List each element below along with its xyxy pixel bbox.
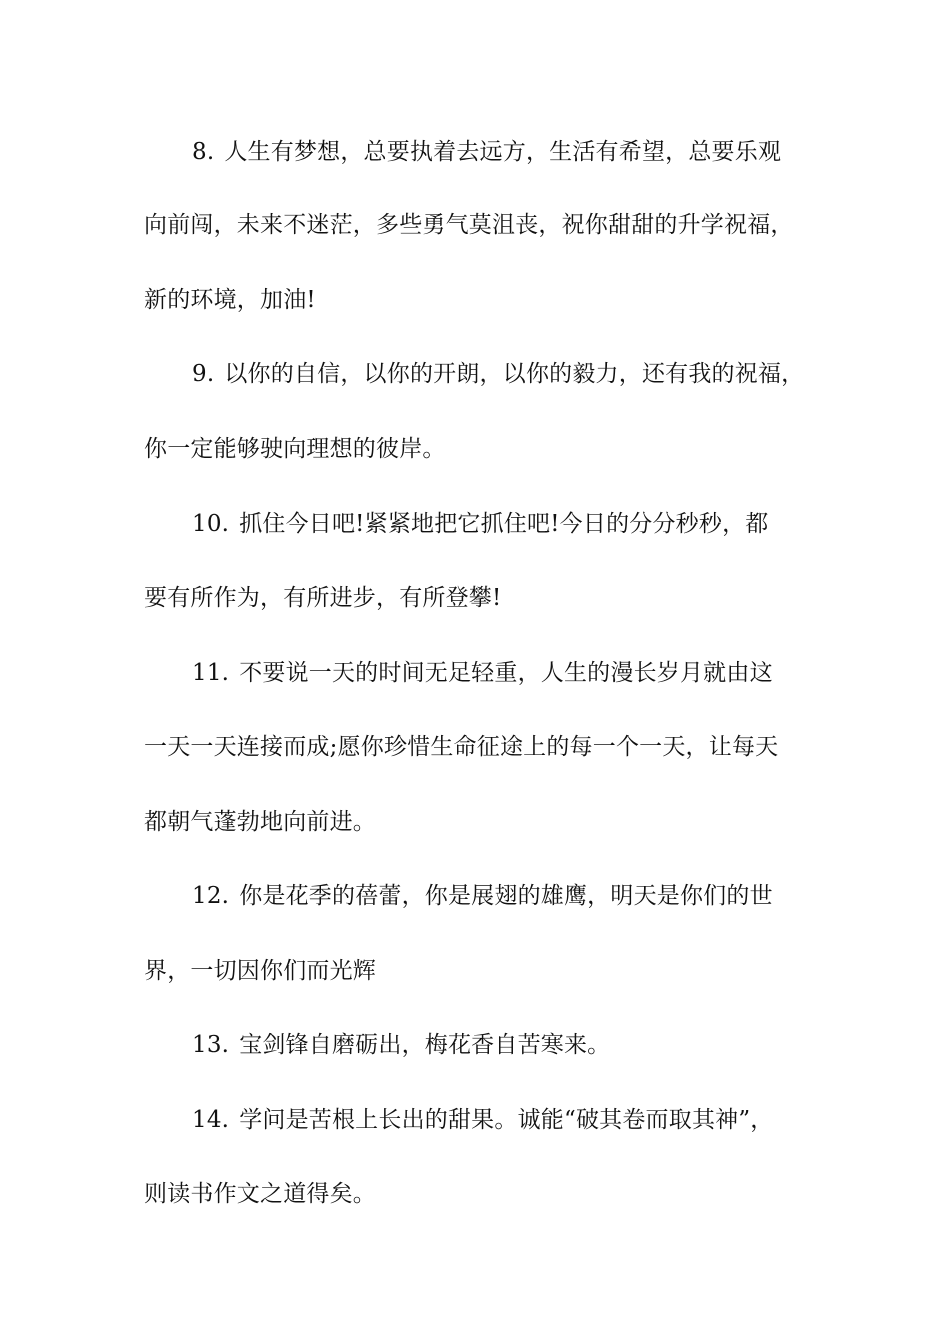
list-item-8-line-1 [192,136,862,168]
item-number: 14. [192,1107,230,1133]
item-text: 抓住今日吧!紧紧地把它抓住吧!今日的分分秒秒，都 [239,511,769,537]
item-text: 以你的自信，以你的开朗，以你的毅力，还有我的祝福， [224,361,805,387]
item-text: 人生有梦想，总要执着去远方，生活有希望，总要乐观 [224,139,782,165]
list-item-14-line-2: 则读书作文之道得矣。 [144,1181,376,1207]
item-number: 10. [192,511,230,537]
item-number: 12. [192,883,230,909]
list-item-11-line-1 [192,657,862,689]
item-number: 11. [192,660,230,686]
list-item-10-line-1 [192,508,862,540]
list-item-8-line-3: 新的环境，加油! [144,287,316,313]
item-text: 宝剑锋自磨砺出，梅花香自苦寒来。 [239,1032,611,1058]
list-item-12-line-2: 界，一切因你们而光辉 [144,958,376,984]
list-item-12-line-1 [192,880,862,912]
list-item-11-line-2: 一天一天连接而成;愿你珍惜生命征途上的每一个一天，让每天 [144,734,779,760]
item-text: 学问是苦根上长出的甜果。诚能“破其卷而取其神”， [239,1107,774,1133]
list-item-8-line-2: 向前闯，未来不迷茫，多些勇气莫沮丧，祝你甜甜的升学祝福， [144,212,794,238]
list-item-14-line-1 [192,1104,862,1136]
item-number: 9. [192,361,215,387]
list-item-9-line-1 [192,358,862,390]
list-item-9-line-2: 你一定能够驶向理想的彼岸。 [144,436,446,462]
item-text: 你是花季的蓓蕾，你是展翅的雄鹰，明天是你们的世 [239,883,773,909]
list-item-11-line-3: 都朝气蓬勃地向前进。 [144,809,376,835]
item-text: 不要说一天的时间无足轻重，人生的漫长岁月就由这 [239,660,773,686]
list-item-10-line-2: 要有所作为，有所进步，有所登攀! [144,585,502,611]
list-item-13-line-1 [192,1029,862,1061]
item-number: 8. [192,139,215,165]
item-number: 13. [192,1032,230,1058]
